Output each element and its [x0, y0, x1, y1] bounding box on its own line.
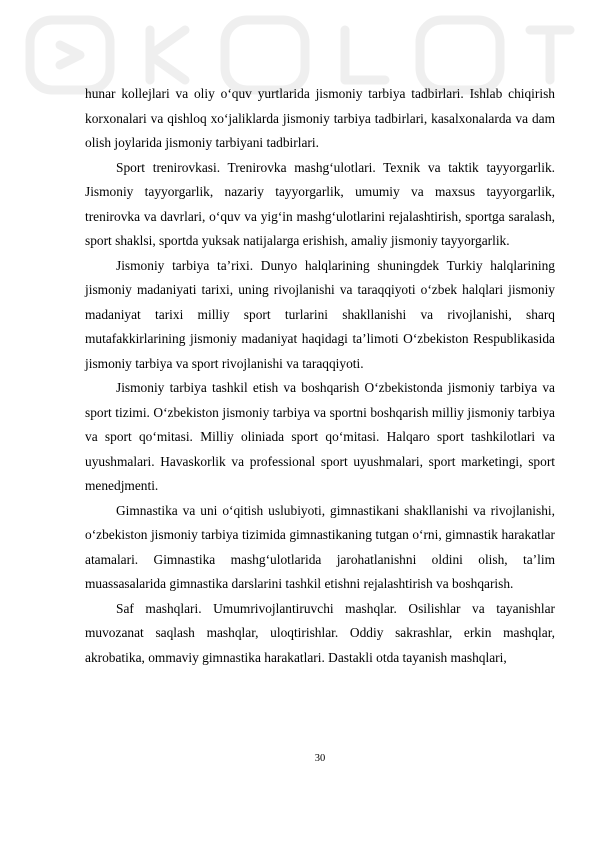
paragraph-5: Gimnastika va uni o‘qitish uslubiyoti, gimnastikani shakllanishi va rivojlanishi, o‘zbekiston jismoniy tarbiya tizimida gimnastikaning tutgan o‘rni, gimnastik harakatlar atamalari. Gimnastika mashg‘ulotlarida jarohatlanishni oldini olish, ta’lim muassasalarida gimnastika darslarini tashkil etishni rejalashtirish va boshqarish. [85, 502, 555, 591]
paragraph-2: Sport trenirovkasi. Trenirovka mashg‘ulotlari. Texnik va taktik tayyorgarlik. Jismoniy tayyorgarlik, nazariy tayyorgarlik, umumiy va maxsus tayyorgarlik, trenirovka va davrlari, o‘quv va yig‘in mashg‘ulotlarini rejalashtirish, sportga saralash, sport shaklsi, sportda yuksak natijalarga erishish, amaliy jismoniy tayyorgarlik. [85, 159, 555, 248]
document-body [85, 82, 555, 670]
paragraph-4: Jismoniy tarbiya tashkil etish va boshqarish O‘zbekistonda jismoniy tarbiya va sport tizimi. O‘zbekiston jismoniy tarbiya va sportni boshqarish milliy jismoniy tarbiya va sport qo‘mitasi. Milliy oliniada sport qo‘mitasi. Halqaro sport tashkilotlari va uyushmalari. Havaskorlik va professional sport uyushmalari, sport marketingi, sport menedjmenti. [85, 380, 555, 493]
page-number: 30 [314, 753, 326, 764]
paragraph-1: hunar kollejlari va oliy o‘quv yurtlarida jismoniy tarbiya tadbirlari. Ishlab chiqirish korxonalari va qishloq xo‘jaliklarda jismoniy tarbiya tadbirlari, kasalxonalarda va dam olish joylarida jismoniy tarbiyani tadbirlari. [85, 86, 555, 150]
paragraph-6: Saf mashqlari. Umumrivojlantiruvchi mashqlar. Osilishlar va tayanishlar muvozanat saqlash mashqlar, uloqtirishlar. Oddiy sakrashlar, erkin mashqlar, akrobatika, ommaviy gimnastika harakatlari. Dastakli otda tayanish mashqlari, [85, 600, 555, 665]
paragraph-3: Jismoniy tarbiya ta’rixi. Dunyo halqlarining shuningdek Turkiy halqlarining jismoniy madaniyati tarixi, uning rivojlanishi va taraqqiyoti o‘zbek halqlari jismoniy madaniyat tarixi milliy sport turlarini shakllanishi va rivojlanishi, sharq mutafakkirlarining jismoniy madaniyat haqidagi ta’limoti O‘zbekiston Respublikasida jismoniy tarbiya va sport rivojlanishi va taraqqiyoti. [85, 257, 555, 371]
